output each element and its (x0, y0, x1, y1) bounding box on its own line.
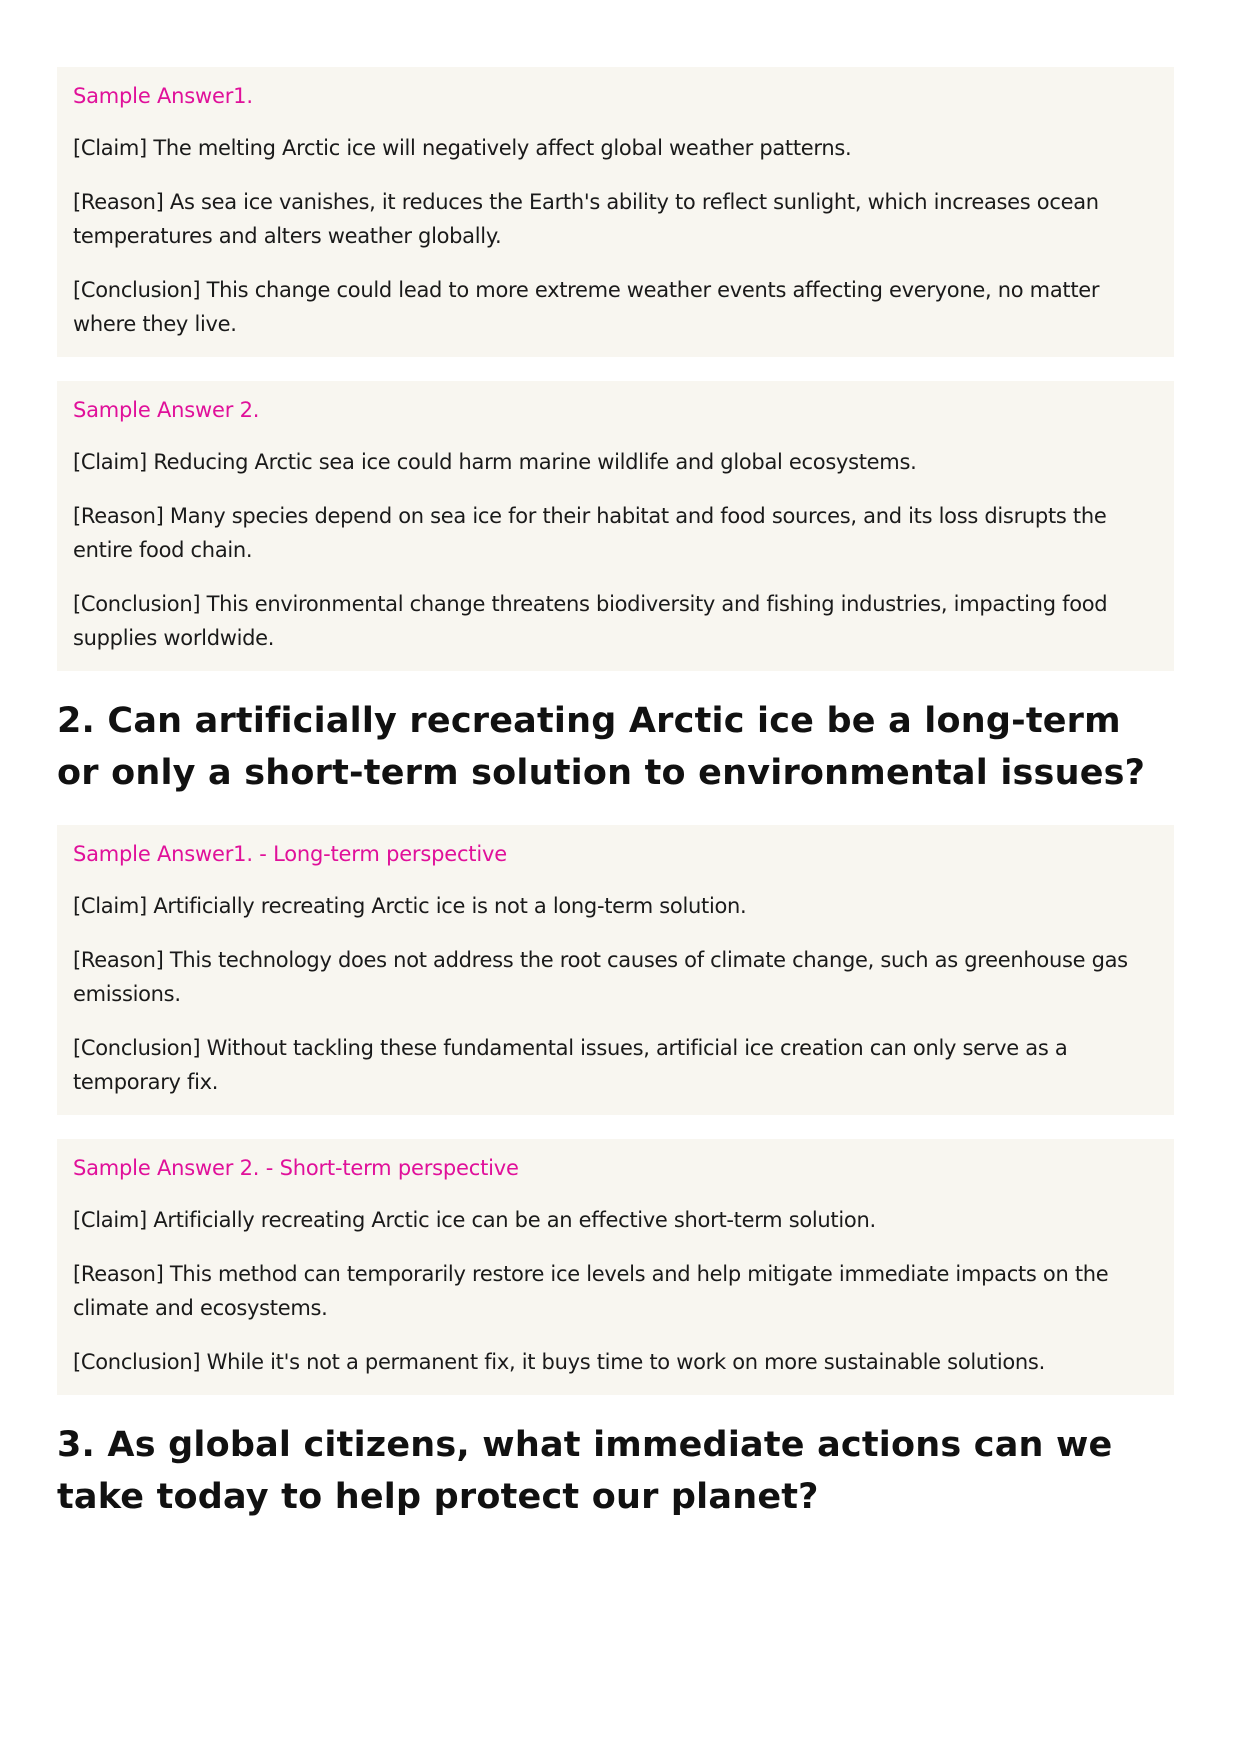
sample-answer-box (57, 1139, 1174, 1395)
reason-text: [Reason] This method can temporarily restore ice levels and help mitigate immediate impacts on the climate and ecosystems. (73, 1262, 1109, 1320)
reason-text: [Reason] As sea ice vanishes, it reduces the Earth's ability to reflect sunlight, which increases ocean temperatures and alters weather globally. (73, 190, 1099, 248)
sample-answer-label: Sample Answer 2. (73, 398, 260, 422)
sample-answer-label: Sample Answer1. - Long-term perspective (73, 842, 507, 866)
sample-answer-box (57, 67, 1174, 357)
reason-text: [Reason] This technology does not address the root causes of climate change, such as greenhouse gas emissions. (73, 948, 1128, 1006)
conclusion-text: [Conclusion] This change could lead to more extreme weather events affecting everyone, no matter where they live. (73, 278, 1100, 336)
document-page (57, 67, 1174, 1549)
claim-text: [Claim] Artificially recreating Arctic ice can be an effective short-term solution. (73, 1208, 876, 1232)
question-heading: 2. Can artificially recreating Arctic ice be a long-term or only a short-term solution to environmental issues? (57, 701, 1146, 793)
sample-answer-label: Sample Answer 2. - Short-term perspective (73, 1156, 519, 1180)
conclusion-text: [Conclusion] This environmental change threatens biodiversity and fishing industries, impacting food supplies worldwide. (73, 592, 1108, 650)
sample-answer-label: Sample Answer1. (73, 84, 253, 108)
conclusion-text: [Conclusion] While it's not a permanent fix, it buys time to work on more sustainable solutions. (73, 1350, 1045, 1374)
sample-answer-box (57, 381, 1174, 671)
claim-text: [Claim] Artificially recreating Arctic ice is not a long-term solution. (73, 894, 747, 918)
sample-answer-box (57, 825, 1174, 1115)
claim-text: [Claim] The melting Arctic ice will negatively affect global weather patterns. (73, 136, 852, 160)
conclusion-text: [Conclusion] Without tackling these fundamental issues, artificial ice creation can only serve as a temporary fix. (73, 1036, 1068, 1094)
question-heading: 3. As global citizens, what immediate actions can we take today to help protect our planet? (57, 1425, 1113, 1517)
reason-text: [Reason] Many species depend on sea ice for their habitat and food sources, and its loss disrupts the entire food chain. (73, 504, 1107, 562)
claim-text: [Claim] Reducing Arctic sea ice could harm marine wildlife and global ecosystems. (73, 450, 917, 474)
